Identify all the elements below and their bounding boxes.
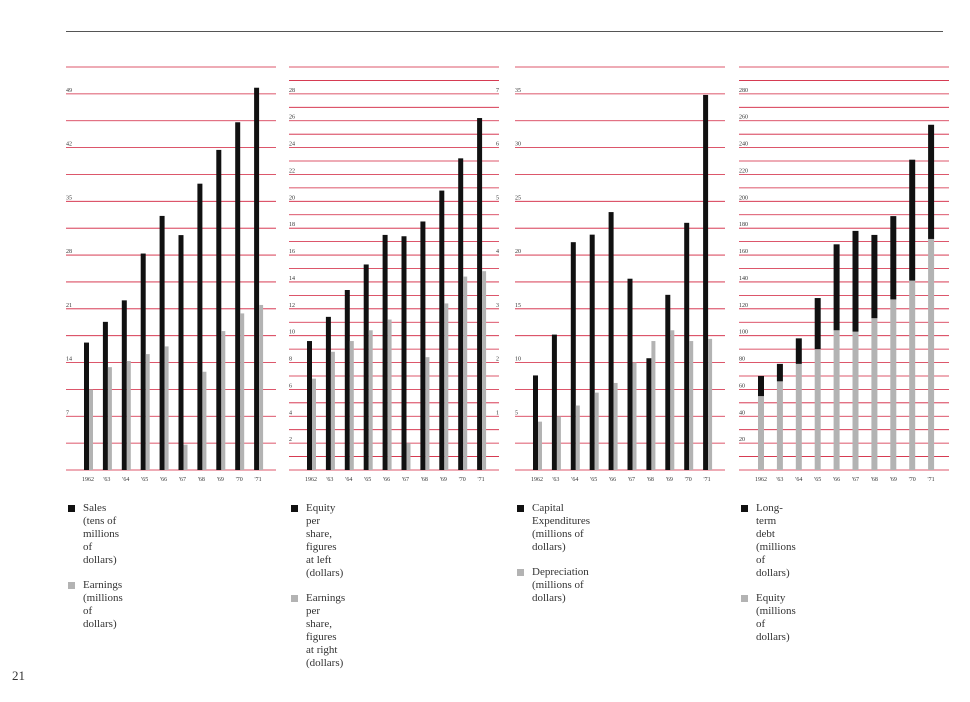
y-tick-label: 100 <box>739 329 748 336</box>
bar-primary <box>122 300 127 470</box>
y2-tick-label: 2 <box>496 356 499 363</box>
page-number: 21 <box>12 668 25 683</box>
y-tick-label: 6 <box>289 383 292 390</box>
y2-tick-label: 4 <box>496 249 499 256</box>
bar-secondary <box>146 354 150 470</box>
bar-secondary <box>576 406 580 470</box>
sales-earnings-chart <box>66 0 276 500</box>
y-tick-label: 8 <box>289 356 292 363</box>
legend-item-long-term-debt <box>741 502 796 580</box>
y-tick-label: 28 <box>289 87 295 94</box>
legend-label: Earnings <box>83 579 123 591</box>
y-tick-label: 240 <box>739 141 748 148</box>
bar-secondary <box>689 341 693 470</box>
y-tick-label: 22 <box>289 168 295 175</box>
bar-secondary <box>463 277 467 470</box>
x-tick-label: '68 <box>870 477 878 483</box>
bar-primary <box>609 212 614 470</box>
bar-primary <box>458 158 463 470</box>
bar-equity <box>871 318 877 470</box>
x-tick-label: 1962 <box>82 477 94 483</box>
bar-secondary <box>89 389 93 470</box>
bar-secondary <box>127 361 131 470</box>
bar-equity <box>853 332 859 470</box>
bar-secondary <box>388 320 392 470</box>
x-tick-label: '70 <box>908 477 916 483</box>
y-tick-label: 280 <box>739 87 748 94</box>
x-tick-label: '67 <box>178 477 187 483</box>
bar-secondary <box>614 383 618 470</box>
legend-swatch-equity <box>741 595 748 602</box>
bar-primary <box>477 118 482 470</box>
x-tick-label: '65 <box>814 477 822 483</box>
legend-label: Equity <box>756 592 786 604</box>
legend-swatch-equity-per-share <box>291 505 298 512</box>
bar-primary <box>141 254 146 470</box>
x-tick-label: '65 <box>141 477 149 483</box>
bar-secondary <box>708 339 712 470</box>
y-tick-label: 5 <box>515 410 518 417</box>
x-tick-label: '65 <box>590 477 598 483</box>
x-tick-label: '66 <box>383 477 391 483</box>
bar-primary <box>533 375 538 470</box>
x-tick-label: 1962 <box>531 477 543 483</box>
x-tick-label: '65 <box>364 477 372 483</box>
y-tick-label: 35 <box>515 87 521 94</box>
bar-long-term-debt <box>909 160 915 281</box>
bar-long-term-debt <box>928 125 934 239</box>
bar-secondary <box>538 422 542 470</box>
legend-sublabel: (millions of dollars) <box>532 528 584 553</box>
x-tick-label: '66 <box>609 477 617 483</box>
bar-secondary <box>407 443 411 470</box>
bar-long-term-debt <box>758 376 764 396</box>
y-tick-label: 40 <box>739 410 745 417</box>
x-tick-label: '63 <box>103 477 111 483</box>
bar-primary <box>383 235 388 470</box>
x-tick-label: '69 <box>665 477 673 483</box>
bar-primary <box>84 343 89 470</box>
per-share-chart <box>289 0 499 500</box>
x-tick-label: '71 <box>703 477 711 483</box>
x-tick-label: '67 <box>627 477 636 483</box>
x-tick-label: '67 <box>401 477 410 483</box>
x-tick-label: '69 <box>216 477 224 483</box>
legend-sublabel: (millions of dollars) <box>756 605 796 643</box>
x-tick-label: '68 <box>646 477 654 483</box>
x-tick-label: '71 <box>477 477 485 483</box>
y-tick-label: 60 <box>739 383 745 390</box>
legend-item-depreciation <box>517 566 590 605</box>
legend-item-equity <box>741 592 796 644</box>
bar-equity <box>834 330 840 470</box>
y-tick-label: 10 <box>515 356 521 363</box>
bar-long-term-debt <box>890 216 896 299</box>
y-tick-label: 12 <box>289 302 295 309</box>
bar-primary <box>402 236 407 470</box>
x-tick-label: '68 <box>197 477 205 483</box>
bar-long-term-debt <box>871 235 877 318</box>
y2-tick-label: 7 <box>496 87 499 94</box>
x-tick-label: '70 <box>458 477 466 483</box>
y-tick-label: 260 <box>739 114 748 121</box>
bar-primary <box>160 216 165 470</box>
y-tick-label: 20 <box>289 195 295 202</box>
y-tick-label: 2 <box>289 437 292 444</box>
legend-sublabel: figures at left (dollars) <box>306 541 344 579</box>
legend-sublabel: (millions of dollars) <box>83 592 123 630</box>
bar-primary <box>420 221 425 470</box>
x-tick-label: '71 <box>254 477 262 483</box>
bar-secondary <box>331 352 335 470</box>
legend-sublabel: (millions of dollars) <box>532 579 584 604</box>
x-tick-label: '69 <box>889 477 897 483</box>
x-tick-label: '64 <box>795 477 803 483</box>
legend-swatch-earnings-per-share <box>291 595 298 602</box>
legend-swatch-sales <box>68 505 75 512</box>
bar-secondary <box>595 393 599 470</box>
bar-secondary <box>444 303 448 470</box>
bar-primary <box>326 317 331 470</box>
bar-secondary <box>240 313 244 470</box>
legend-item-sales <box>68 502 123 567</box>
legend-sublabel: (millions of dollars) <box>756 541 796 579</box>
y-tick-label: 26 <box>289 114 295 121</box>
y-tick-label: 18 <box>289 222 295 229</box>
bar-equity <box>796 364 802 470</box>
y-tick-label: 20 <box>515 249 521 256</box>
bar-secondary <box>557 416 561 470</box>
y2-tick-label: 6 <box>496 141 499 148</box>
bar-secondary <box>221 331 225 470</box>
x-tick-label: '66 <box>160 477 168 483</box>
legend-label: Sales <box>83 502 107 514</box>
bar-secondary <box>108 367 112 470</box>
x-tick-label: '63 <box>326 477 334 483</box>
bar-primary <box>216 150 221 470</box>
x-tick-label: '64 <box>122 477 130 483</box>
bar-equity <box>890 299 896 470</box>
bar-primary <box>235 122 240 470</box>
bar-secondary <box>670 330 674 470</box>
bar-primary <box>307 341 312 470</box>
bar-primary <box>254 88 259 470</box>
x-tick-label: 1962 <box>755 477 767 483</box>
y-tick-label: 80 <box>739 356 745 363</box>
bar-equity <box>815 349 821 470</box>
bar-long-term-debt <box>796 338 802 364</box>
bar-equity <box>758 396 764 470</box>
bar-secondary <box>165 346 169 470</box>
bar-primary <box>703 95 708 470</box>
x-tick-label: '66 <box>833 477 841 483</box>
y-tick-label: 49 <box>66 87 72 94</box>
legend-label: Equity per share, <box>306 502 336 540</box>
legend-label: Depreciation <box>532 566 589 578</box>
bar-primary <box>103 322 108 470</box>
x-tick-label: '64 <box>571 477 579 483</box>
bar-primary <box>552 335 557 470</box>
y2-tick-label: 1 <box>496 410 499 417</box>
x-tick-label: '67 <box>851 477 860 483</box>
y-tick-label: 14 <box>289 275 295 282</box>
bar-equity <box>928 239 934 470</box>
legend-swatch-capex <box>517 505 524 512</box>
y-tick-label: 15 <box>515 302 521 309</box>
legend-item-earnings-per-share <box>291 592 345 670</box>
y-tick-label: 30 <box>515 141 521 148</box>
x-tick-label: '70 <box>235 477 243 483</box>
x-tick-label: '69 <box>439 477 447 483</box>
legend-item-earnings <box>68 579 123 631</box>
y-tick-label: 16 <box>289 249 295 256</box>
bar-long-term-debt <box>777 364 783 381</box>
legend-sales <box>68 502 123 643</box>
bar-secondary <box>425 357 429 470</box>
y-tick-label: 160 <box>739 249 748 256</box>
bar-primary <box>571 242 576 470</box>
bar-secondary <box>312 379 316 470</box>
bar-equity <box>909 281 915 470</box>
bar-primary <box>646 358 651 470</box>
bar-secondary <box>202 372 206 470</box>
y-tick-label: 180 <box>739 222 748 229</box>
legend-per-share <box>291 502 345 682</box>
bar-primary <box>590 235 595 470</box>
y2-tick-label: 3 <box>496 302 499 309</box>
legend-swatch-depreciation <box>517 569 524 576</box>
legend-capitalization <box>741 502 796 656</box>
y-tick-label: 20 <box>739 437 745 444</box>
legend-label: Earnings per share, <box>306 592 346 630</box>
y-tick-label: 200 <box>739 195 748 202</box>
x-tick-label: 1962 <box>305 477 317 483</box>
legend-label: Capital Expenditures <box>532 502 591 527</box>
bar-long-term-debt <box>853 231 859 332</box>
bar-primary <box>684 223 689 470</box>
bar-long-term-debt <box>834 244 840 330</box>
x-tick-label: '70 <box>684 477 692 483</box>
y-tick-label: 24 <box>289 141 295 148</box>
legend-swatch-long-term-debt <box>741 505 748 512</box>
legend-item-equity-per-share <box>291 502 345 580</box>
y-tick-label: 220 <box>739 168 748 175</box>
y-tick-label: 14 <box>66 356 72 363</box>
bar-secondary <box>633 363 637 470</box>
y-tick-label: 21 <box>66 302 72 309</box>
bar-primary <box>439 191 444 470</box>
bar-primary <box>345 290 350 470</box>
y-tick-label: 7 <box>66 410 69 417</box>
bar-long-term-debt <box>815 298 821 349</box>
bar-primary <box>197 184 202 470</box>
bar-primary <box>179 235 184 470</box>
y-tick-label: 35 <box>66 195 72 202</box>
legend-sublabel: (tens of millions of dollars) <box>83 515 120 566</box>
capex-depreciation-chart <box>515 0 725 500</box>
x-tick-label: '68 <box>420 477 428 483</box>
bar-secondary <box>651 341 655 470</box>
y-tick-label: 140 <box>739 275 748 282</box>
y-tick-label: 10 <box>289 329 295 336</box>
bar-secondary <box>184 445 188 470</box>
legend-label: Long-term debt <box>756 502 783 540</box>
bar-primary <box>665 295 670 470</box>
bar-secondary <box>259 305 263 470</box>
legend-capex <box>517 502 590 617</box>
debt-equity-chart <box>739 0 949 500</box>
y-tick-label: 25 <box>515 195 521 202</box>
bar-secondary <box>350 341 354 470</box>
x-tick-label: '63 <box>776 477 784 483</box>
y-tick-label: 120 <box>739 302 748 309</box>
bar-primary <box>628 279 633 470</box>
bar-primary <box>364 264 369 470</box>
x-tick-label: '71 <box>927 477 935 483</box>
y-tick-label: 4 <box>289 410 292 417</box>
bar-equity <box>777 381 783 470</box>
y-tick-label: 28 <box>66 249 72 256</box>
x-tick-label: '64 <box>345 477 353 483</box>
legend-item-capex <box>517 502 590 554</box>
legend-sublabel: figures at right (dollars) <box>306 631 344 669</box>
y2-tick-label: 5 <box>496 195 499 202</box>
bar-secondary <box>369 330 373 470</box>
x-tick-label: '63 <box>552 477 560 483</box>
y-tick-label: 42 <box>66 141 72 148</box>
legend-swatch-earnings <box>68 582 75 589</box>
bar-secondary <box>482 271 486 470</box>
